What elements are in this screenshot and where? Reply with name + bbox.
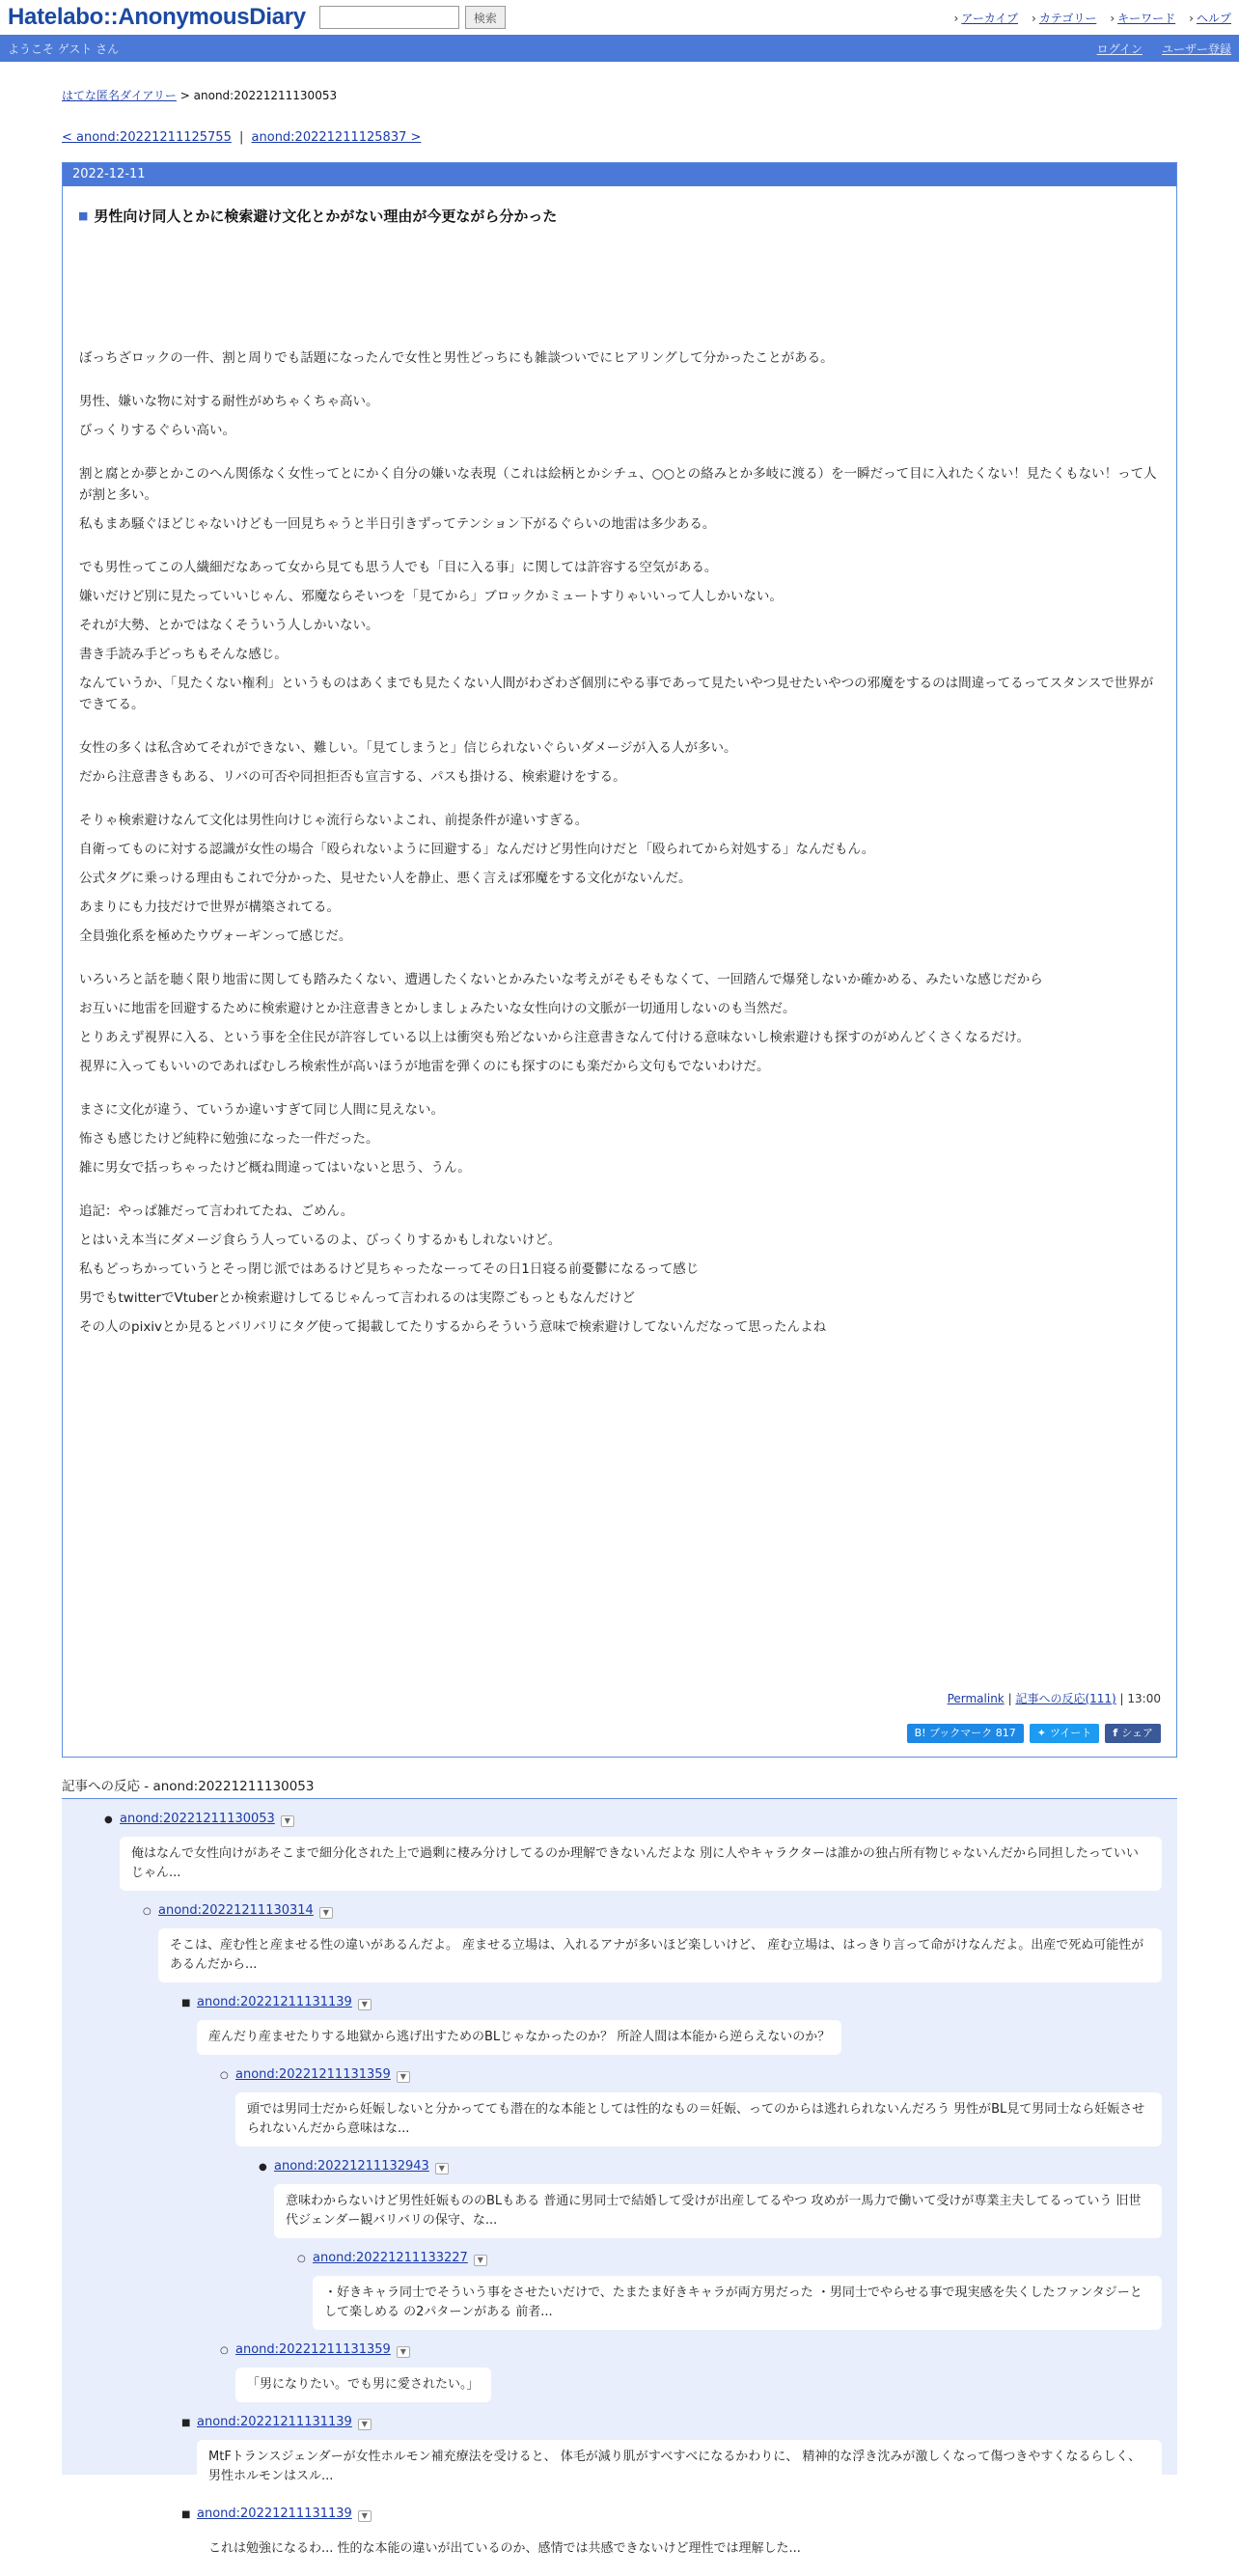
site-logo[interactable]: Hatelabo::AnonymousDiary bbox=[8, 4, 306, 30]
body-line: 怖さも感じたけど純粋に勉強になった一件だった。 bbox=[79, 1131, 379, 1147]
entry-footer: Permalink | 記事への反応(111) | 13:00 bbox=[947, 1692, 1161, 1705]
reactions-link[interactable]: 記事への反応(111) bbox=[1015, 1692, 1116, 1705]
nav-archive-link[interactable]: › アーカイブ bbox=[954, 10, 1019, 26]
twitter-bird-icon: ✦ bbox=[1036, 1727, 1046, 1739]
body-line: その人のpixivとか見るとバリバリにタグ使って掲載してたりするからそういう意味で検索避けしてないんだなって思ったんよね bbox=[79, 1319, 827, 1335]
share-buttons bbox=[907, 1724, 1161, 1743]
permalink-link[interactable]: Permalink bbox=[947, 1692, 1005, 1705]
dropdown-toggle-icon[interactable]: ▼ bbox=[358, 2510, 372, 2522]
reaction-excerpt: 意味わからないけど男性妊娠もののBLもある 普通に男同士で結婚して受けが出産してるやつ 攻めが一馬力で働いて受けが専業主夫してるっていう 旧世代ジェンダー観バリバリの保守、な... bbox=[274, 2184, 1162, 2238]
dropdown-toggle-icon[interactable]: ▼ bbox=[397, 2346, 410, 2358]
reaction-item bbox=[143, 1900, 1162, 1982]
reaction-item bbox=[297, 2248, 1162, 2330]
body-line: まさに文化が違う、ていうか違いすぎて同じ人間に見えない。 bbox=[79, 1102, 444, 1118]
bullet-disc-icon: ● bbox=[104, 1814, 113, 1825]
body-line: だから注意書きもある、リバの可否や同担拒否も宣言する、パスも掛ける、検索避けをする。 bbox=[79, 769, 626, 785]
body-line: そりゃ検索避けなんて文化は男性向けじゃ流行らないよこれ、前提条件が違いすぎる。 bbox=[79, 813, 589, 828]
breadcrumb bbox=[62, 87, 1177, 103]
square-bullet-icon: ■ bbox=[78, 209, 89, 222]
entry-body bbox=[79, 347, 1159, 1338]
search-input[interactable] bbox=[319, 6, 459, 29]
reaction-item bbox=[181, 2412, 1162, 2494]
bullet-disc-icon: ● bbox=[259, 2162, 267, 2173]
reaction-link[interactable]: anond:20221211130314 bbox=[158, 1903, 314, 1918]
body-line: 公式タグに乗っける理由もこれで分かった、見せたい人を静止、悪く言えば邪魔をする文化がないんだ。 bbox=[79, 871, 692, 886]
reaction-item bbox=[220, 2340, 1162, 2412]
dropdown-toggle-icon[interactable]: ▼ bbox=[435, 2163, 449, 2174]
body-line: 嫌いだけど別に見たっていいじゃん、邪魔ならそいつを「見てから」ブロックかミュートすりゃいいって人しかいない。 bbox=[79, 589, 783, 604]
body-line: 書き手読み手どっちもそんな感じ。 bbox=[79, 647, 288, 662]
body-line: びっくりするぐらい高い。 bbox=[79, 423, 235, 438]
tweet-button[interactable] bbox=[1030, 1724, 1100, 1743]
breadcrumb-home-link[interactable]: はてな匿名ダイアリー bbox=[62, 89, 177, 102]
nav-help-link[interactable]: › ヘルプ bbox=[1189, 10, 1231, 26]
dropdown-toggle-icon[interactable]: ▼ bbox=[319, 1907, 333, 1919]
bullet-circle-icon: ○ bbox=[143, 1906, 151, 1917]
bullet-circle-icon: ○ bbox=[220, 2345, 229, 2356]
reactions-list bbox=[62, 1799, 1177, 2556]
diary-entry bbox=[62, 162, 1177, 1758]
dropdown-toggle-icon[interactable]: ▼ bbox=[281, 1815, 294, 1827]
bullet-square-icon: ■ bbox=[181, 2418, 191, 2428]
body-line: 私もどっちかっていうとそっ閉じ派ではあるけど見ちゃったなーってその日1日寝る前憂鬱になるって感じ bbox=[79, 1261, 700, 1277]
body-line: 追記：やっぱ雑だって言われてたね、ごめん。 bbox=[79, 1204, 354, 1219]
main-content bbox=[0, 87, 1239, 2556]
reaction-link[interactable]: anond:20221211131139 bbox=[197, 1995, 352, 2009]
breadcrumb-current: anond:20221211130053 bbox=[193, 89, 338, 102]
facebook-icon: f bbox=[1113, 1727, 1118, 1739]
body-line: 男性、嫌いな物に対する耐性がめちゃくちゃ高い。 bbox=[79, 394, 379, 409]
reaction-excerpt: 俺はなんで女性向けがあそこまで細分化された上で過剰に棲み分けしてるのか理解できないんだよな 別に人やキャラクターは誰かの独占所有物じゃないんだから同担したっていいじゃん... bbox=[120, 1837, 1162, 1891]
entry-pager bbox=[62, 130, 1177, 145]
reaction-item bbox=[181, 1992, 1162, 2064]
reaction-excerpt: 「男になりたい。でも男に愛されたい。」 bbox=[235, 2368, 491, 2402]
dropdown-toggle-icon[interactable]: ▼ bbox=[358, 2419, 372, 2430]
reaction-link[interactable]: anond:20221211133227 bbox=[313, 2251, 468, 2265]
body-line: とりあえず視界に入る、という事を全住民が許容している以上は衝突も殆どないから注意書きなんて付ける意味ないし検索避けも探すのがめんどくさくなるだけ。 bbox=[79, 1030, 1030, 1045]
dropdown-toggle-icon[interactable]: ▼ bbox=[397, 2071, 410, 2083]
body-line: あまりにも力技だけで世界が構築されてる。 bbox=[79, 900, 340, 915]
reaction-link[interactable]: anond:20221211131359 bbox=[235, 2342, 391, 2357]
bullet-circle-icon: ○ bbox=[220, 2070, 229, 2081]
top-header bbox=[0, 0, 1239, 35]
breadcrumb-separator: > bbox=[179, 89, 190, 102]
reaction-link[interactable]: anond:20221211131139 bbox=[197, 2507, 352, 2521]
reaction-item bbox=[220, 2064, 1162, 2147]
next-entry-link[interactable]: anond:20221211125837 > bbox=[251, 130, 422, 145]
entry-title-text: 男性向け同人とかに検索避け文化とかがない理由が今更ながら分かった bbox=[94, 208, 558, 225]
body-line: 全員強化系を極めたウヴォーギンって感じだ。 bbox=[79, 928, 352, 944]
reactions-heading: 記事への反応 - anond:20221211130053 bbox=[62, 1775, 1177, 1799]
body-line: とはいえ本当にダメージ食らう人っているのよ、びっくりするかもしれないけど。 bbox=[79, 1233, 562, 1248]
bullet-square-icon: ■ bbox=[181, 1998, 191, 2008]
reaction-excerpt: これは勉強になるわ... 性的な本能の違いが出ているのか、感情では共感できないけど理性では理解した... bbox=[197, 2532, 812, 2566]
reaction-excerpt: そこは、産む性と産ませる性の違いがあるんだよ。 産ませる立場は、入れるアナが多いほど楽しいけど、 産む立場は、はっきり言って命がけなんだよ。出産で死ぬ可能性があるんだから... bbox=[158, 1928, 1162, 1982]
reaction-excerpt: 産んだり産ませたりする地獄から逃げ出すためのBLじゃなかったのか？ 所詮人間は本能から逆らえないのか？ bbox=[197, 2020, 841, 2055]
reaction-item bbox=[259, 2156, 1162, 2238]
entry-date: 2022-12-11 bbox=[63, 163, 1176, 186]
welcome-bar bbox=[0, 35, 1239, 62]
pager-separator: | bbox=[239, 130, 244, 145]
reaction-item bbox=[181, 2504, 1162, 2576]
facebook-share-button[interactable] bbox=[1105, 1724, 1161, 1743]
body-line: なんていうか、「見たくない権利」というものはあくまでも見たくない人間がわざわざ個別にやる事であって見たいやつ見せたいやつの邪魔をするのは間違ってるってスタンスで世界ができてる。 bbox=[79, 676, 1154, 712]
body-line: 割と腐とか夢とかこのへん関係なく女性ってとにかく自分の嫌いな表現（これは絵柄とかシチュ、○○との絡みとか多岐に渡る）を一瞬だって目に入れたくない！見たくもない！って人が割と多い。 bbox=[79, 466, 1157, 503]
body-line: でも男性ってこの人繊細だなあって女から見ても思う人でも「目に入る事」に関しては許容する空気がある。 bbox=[79, 560, 718, 575]
hatena-bookmark-button[interactable]: B! ブックマーク 817 bbox=[907, 1724, 1024, 1743]
body-line: お互いに地雷を回避するために検索避けとか注意書きとかしましょみたいな女性向けの文脈が一切通用しないのも当然だ。 bbox=[79, 1001, 796, 1016]
nav-keyword-link[interactable]: › キーワード bbox=[1110, 10, 1175, 26]
welcome-text: ようこそ ゲスト さん bbox=[8, 42, 120, 56]
reaction-link[interactable]: anond:20221211130053 bbox=[120, 1812, 275, 1826]
body-line: 雑に男女で括っちゃったけど概ね間違ってはいないと思う、うん。 bbox=[79, 1160, 471, 1176]
entry-time: 13:00 bbox=[1127, 1692, 1161, 1705]
reaction-link[interactable]: anond:20221211131139 bbox=[197, 2415, 352, 2429]
register-link[interactable]: ユーザー登録 bbox=[1161, 42, 1231, 56]
login-link[interactable]: ログイン bbox=[1096, 42, 1143, 56]
reaction-link[interactable]: anond:20221211131359 bbox=[235, 2067, 391, 2082]
body-line: 視界に入ってもいいのであればむしろ検索性が高いほうが地雷を弾くのにも探すのにも楽だから文句もでないわけだ。 bbox=[79, 1059, 770, 1074]
reaction-excerpt: ・好きキャラ同士でそういう事をさせたいだけで、たまたま好きキャラが両方男だった ・男同士でやらせる事で現実感を失くしたファンタジーとして楽しめる の2パターンがある 前者... bbox=[313, 2276, 1162, 2330]
reaction-item bbox=[104, 1809, 1162, 1891]
body-line: いろいろと話を聴く限り地雷に関しても踏みたくない、遭遇したくないとかみたいな考えがそもそもなくて、一回踏んで爆発しないか確かめる、みたいな感じだから bbox=[79, 972, 1043, 987]
body-line: ぼっちざロックの一件、割と周りでも話題になったんで女性と男性どっちにも雑談ついでにヒアリングして分かったことがある。 bbox=[79, 350, 834, 366]
reaction-link[interactable]: anond:20221211132943 bbox=[274, 2159, 429, 2174]
body-line: 私もまあ騒ぐほどじゃないけども一回見ちゃうと半日引きずってテンション下がるぐらいの地雷は多少ある。 bbox=[79, 516, 716, 532]
body-line: それが大勢、とかではなくそういう人しかいない。 bbox=[79, 618, 379, 633]
bullet-square-icon: ■ bbox=[181, 2509, 191, 2520]
prev-entry-link[interactable]: < anond:20221211125755 bbox=[62, 130, 232, 145]
top-nav bbox=[954, 10, 1232, 26]
reaction-excerpt: MtFトランスジェンダーが女性ホルモン補充療法を受けると、 体毛が減り肌がすべすべになるかわりに、 精神的な浮き沈みが激しくなって傷つきやすくなるらしく、 男性ホルモンはスル... bbox=[197, 2440, 1162, 2494]
dropdown-toggle-icon[interactable]: ▼ bbox=[474, 2255, 487, 2266]
reaction-excerpt: 頭では男同士だから妊娠しないと分かってても潜在的な本能としては性的なもの＝妊娠、ってのからは逃れられないんだろう 男性がBL見て男同士なら妊娠させられないんだから意味はな... bbox=[235, 2092, 1162, 2147]
body-line: 男でもtwitterでVtuberとか検索避けしてるじゃんって言われるのは実際ごもっともなんだけど bbox=[79, 1290, 636, 1306]
search-button[interactable]: 検索 bbox=[465, 6, 506, 29]
bullet-circle-icon: ○ bbox=[297, 2254, 306, 2264]
share-button-label: シェア bbox=[1121, 1727, 1153, 1739]
dropdown-toggle-icon[interactable]: ▼ bbox=[358, 1999, 372, 2010]
entry-title bbox=[78, 206, 1176, 226]
nav-category-link[interactable]: › カテゴリー bbox=[1032, 10, 1096, 26]
tweet-button-label: ツイート bbox=[1049, 1727, 1092, 1739]
body-line: 女性の多くは私含めてそれができない、難しい。「見てしまうと」信じられないぐらいダメージが入る人が多い。 bbox=[79, 740, 737, 756]
body-line: 自衛ってものに対する認識が女性の場合「殴られないように回避する」なんだけど男性向けだと「殴られてから対処する」なんだもん。 bbox=[79, 842, 875, 857]
